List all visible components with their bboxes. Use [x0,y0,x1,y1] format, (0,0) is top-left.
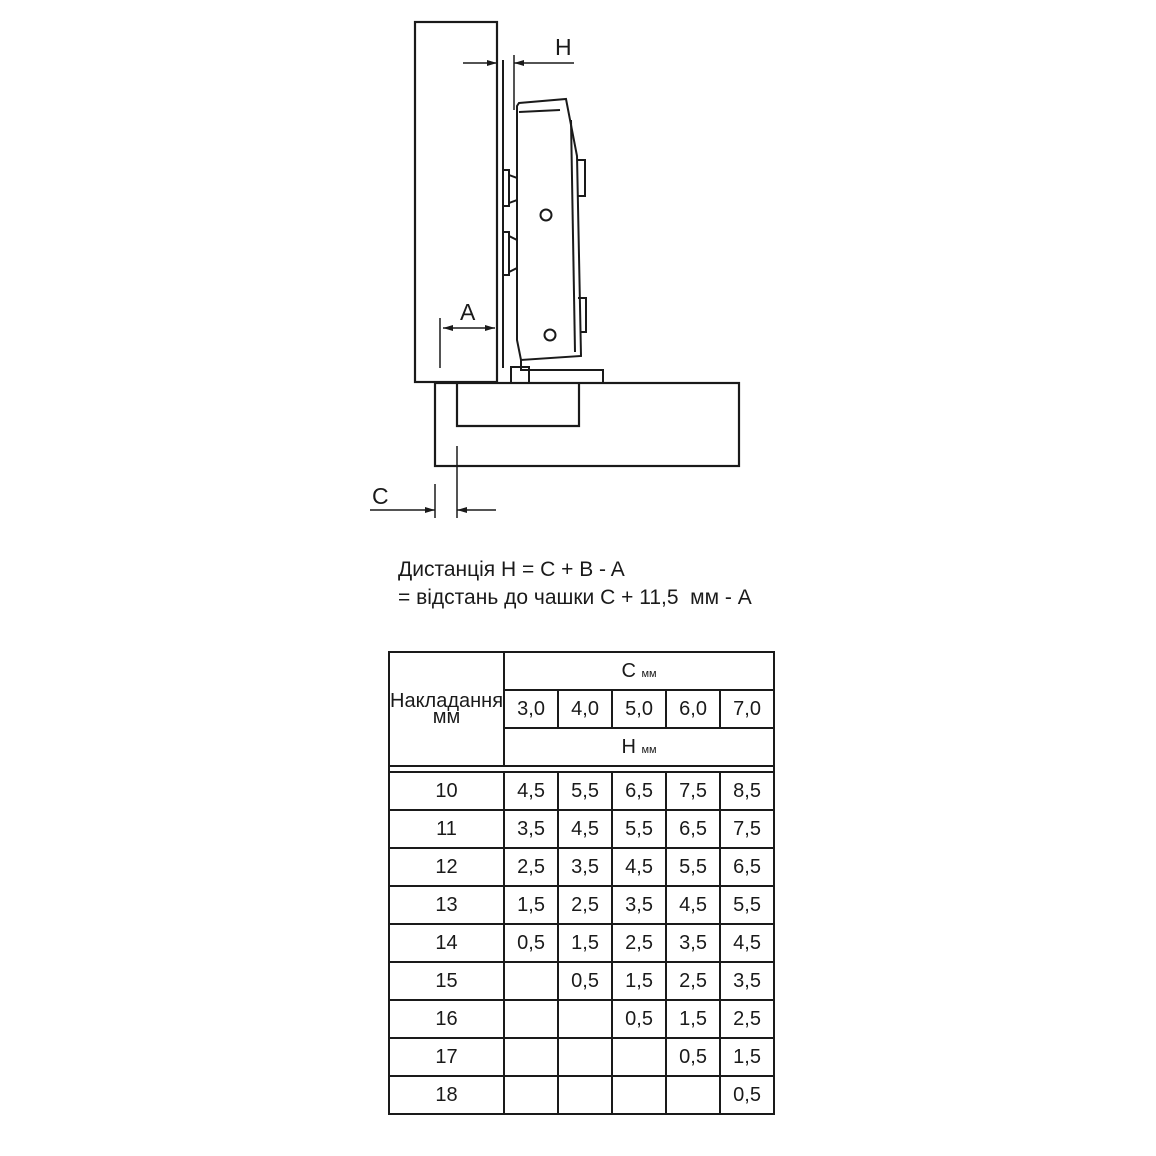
h-value: 1,5 [612,962,666,1000]
h-value [558,1038,612,1076]
h-value: 0,5 [504,924,558,962]
h-value: 4,5 [720,924,774,962]
h-value: 0,5 [720,1076,774,1114]
hinge-body [503,60,603,383]
dimension-h [463,55,574,160]
h-value: 4,5 [666,886,720,924]
h-value [504,962,558,1000]
overlay-value: 16 [389,1000,504,1038]
table-row [389,1038,774,1076]
h-value: 1,5 [720,1038,774,1076]
overlay-value: 17 [389,1038,504,1076]
h-header-unit: мм [641,743,657,756]
formula-line-1: Дистанція H = C + B - A [398,558,625,581]
h-value: 1,5 [666,1000,720,1038]
h-value: 3,5 [558,848,612,886]
h-value: 3,5 [666,924,720,962]
table-row [389,848,774,886]
h-value: 7,5 [720,810,774,848]
hinge-diagram [0,0,1156,540]
table-row [389,924,774,962]
c-header [504,652,774,690]
overlay-value: 14 [389,924,504,962]
h-value: 2,5 [558,886,612,924]
overlay-header [389,652,504,766]
overlay-value: 18 [389,1076,504,1114]
h-value [612,1038,666,1076]
h-value: 2,5 [720,1000,774,1038]
h-value: 5,5 [612,810,666,848]
h-value [666,1076,720,1114]
h-value: 4,5 [504,772,558,810]
h-value: 1,5 [558,924,612,962]
h-value: 5,5 [720,886,774,924]
table-row [389,810,774,848]
h-value [504,1038,558,1076]
c-header-symbol: C [621,659,636,682]
c-value: 4,0 [558,690,612,728]
overlay-value: 13 [389,886,504,924]
overlay-value: 15 [389,962,504,1000]
hinge-table [388,651,775,1115]
table-row [389,1000,774,1038]
h-value: 1,5 [504,886,558,924]
h-value: 8,5 [720,772,774,810]
h-value: 0,5 [666,1038,720,1076]
dimension-a-label: A [460,299,476,325]
h-value: 6,5 [612,772,666,810]
overlay-value: 10 [389,772,504,810]
c-value: 6,0 [666,690,720,728]
dimension-h-label: H [555,34,572,60]
table-row [389,886,774,924]
h-value: 0,5 [612,1000,666,1038]
dimension-c-label: C [372,483,389,509]
c-value: 7,0 [720,690,774,728]
dimension-c [370,446,496,518]
h-value [558,1000,612,1038]
h-value: 5,5 [558,772,612,810]
h-value: 2,5 [504,848,558,886]
h-value [612,1076,666,1114]
h-value: 2,5 [612,924,666,962]
overlay-value: 12 [389,848,504,886]
overlay-value: 11 [389,810,504,848]
table-row [389,962,774,1000]
overlay-header-label: Накладання [390,690,504,712]
h-value: 6,5 [666,810,720,848]
h-value: 6,5 [720,848,774,886]
table-row [389,772,774,810]
h-header [504,728,774,766]
dimension-a [440,318,495,368]
formula-line-2: = відстань до чашки C + 11,5 мм - A [398,586,752,609]
h-value: 4,5 [612,848,666,886]
c-header-unit: мм [641,667,657,680]
h-value: 0,5 [558,962,612,1000]
h-value [504,1076,558,1114]
h-value: 5,5 [666,848,720,886]
h-value: 3,5 [504,810,558,848]
h-value [558,1076,612,1114]
h-value: 3,5 [720,962,774,1000]
h-value: 2,5 [666,962,720,1000]
h-value: 7,5 [666,772,720,810]
table-row [389,1076,774,1114]
overlay-header-unit: мм [432,706,461,728]
c-value: 3,0 [504,690,558,728]
h-header-symbol: H [621,735,636,758]
h-value: 4,5 [558,810,612,848]
c-value: 5,0 [612,690,666,728]
cabinet-panel [435,383,739,466]
h-value [504,1000,558,1038]
h-value: 3,5 [612,886,666,924]
